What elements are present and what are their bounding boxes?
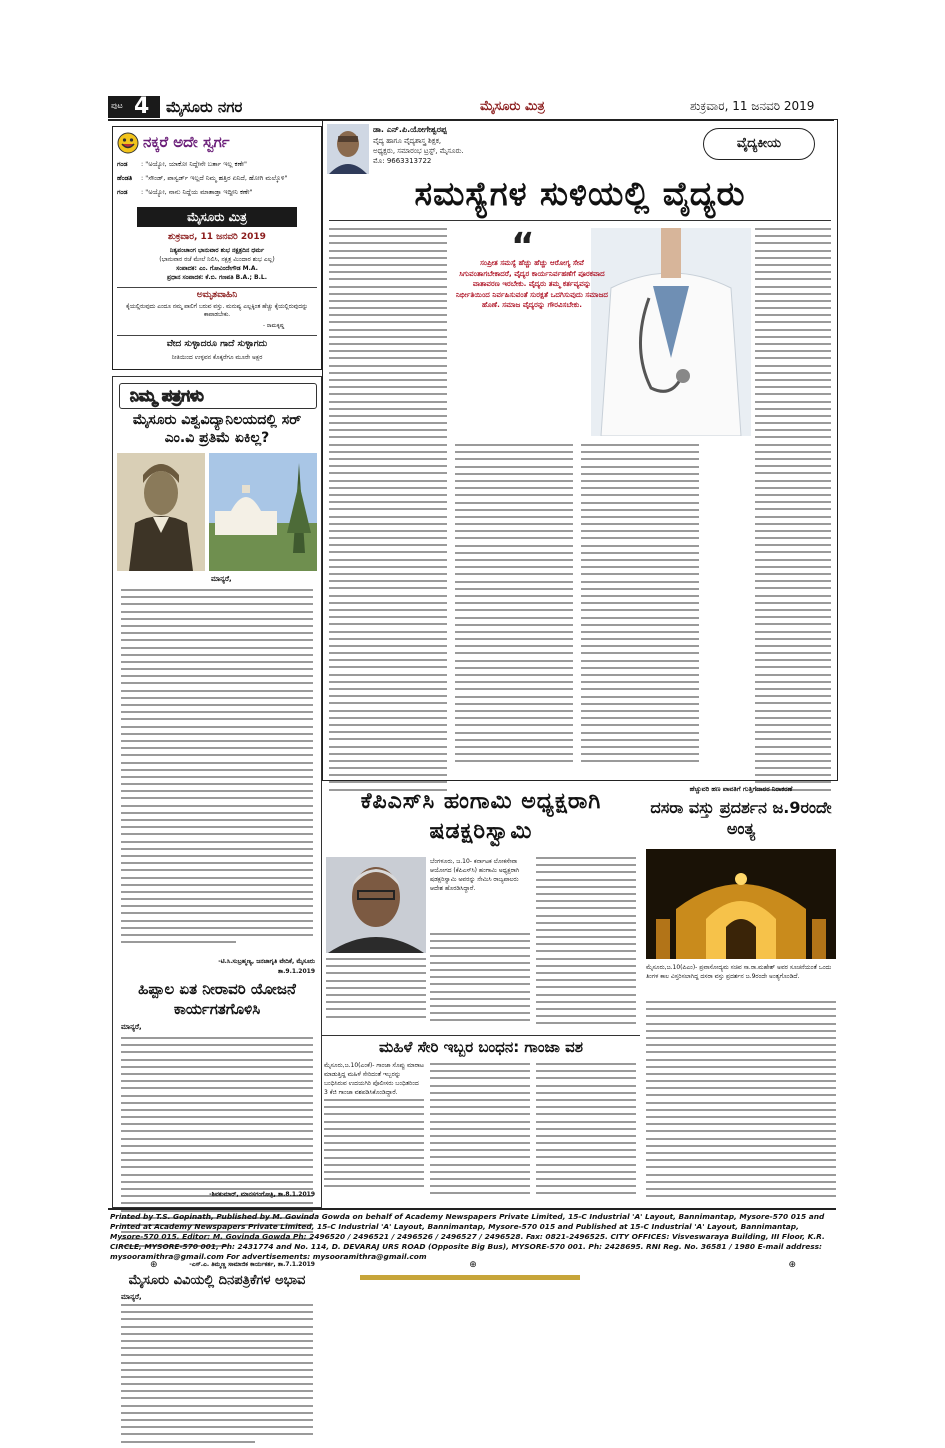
quote-mark-icon: “ bbox=[511, 226, 535, 267]
sidebar-info-lines bbox=[119, 246, 315, 282]
info-line: (ಭಾನುವಾರ ರಜೆ ಮೇಲೆ ನಿಲಿಸಿ, ನಕ್ಷತ್ರ ಮಿಂದಾರ ಶುಭ ಎಲ್ಲ) bbox=[159, 256, 275, 263]
letter1-date: ತಾ.9.1.2019 bbox=[277, 968, 315, 975]
letter1-body bbox=[121, 589, 313, 948]
page-label: ಪುಟ bbox=[111, 101, 123, 110]
letters-section-title: ನಿಮ್ಮ ಪತ್ರಗಳು bbox=[130, 386, 204, 405]
joke-tag: ಹೆಂಡತಿ bbox=[117, 174, 133, 182]
page-number-box bbox=[108, 96, 160, 118]
palace-photo bbox=[209, 453, 317, 571]
joke-text: : "ಅಯ್ಯೋ, ನಾನು ನಿದ್ದೆಯ ಮಾತಾಡ್ತಾ ಇದ್ದೀನಿ ಕಣೇ" bbox=[141, 188, 253, 196]
letter3-title: ಮೈಸೂರು ವಿವಿಯಲ್ಲಿ ದಿನಪತ್ರಿಕೆಗಳ ಅಭಾವ bbox=[128, 1273, 306, 1288]
author-phone: ಮೊ: 9663313722 bbox=[373, 157, 432, 165]
info-line: ಪ್ರಧಾನ ಸಂಪಾದಕ: ಕೆ.ಬಿ. ಗಣಪತಿ B.A.; B.L. bbox=[167, 274, 267, 281]
page-date: ಶುಕ್ರವಾರ, 11 ಜನವರಿ 2019 bbox=[690, 99, 815, 113]
ganja-body-col-3 bbox=[536, 1063, 636, 1200]
joke-text: : "ಅಯ್ಯೋ, ಯಾಕೋ ನಿದ್ದೇನೇ ಬರ್ತಾ ಇಲ್ಲ ಕಣೇ" bbox=[141, 160, 248, 168]
joke-tag: ಗಂಡ bbox=[117, 188, 128, 196]
ganja-body-col-2 bbox=[430, 1063, 530, 1200]
kpsc-portrait bbox=[326, 857, 426, 953]
sidebar-logo: ಮೈಸೂರು ಮಿತ್ರ bbox=[137, 207, 297, 227]
letters-banner bbox=[119, 383, 317, 409]
article-col-1-top bbox=[329, 228, 447, 796]
verse-text: ನೀತಿಯಿಂದ ಉಳ್ಳವನ ಕೊಕ್ಕರೆಗೂ ಮೂರೇ ಅಕ್ಷರ bbox=[171, 354, 263, 361]
info-line: ಸಂಪಾದಕ: ಎಂ. ಗೋವಿಂದೇಗೌಡ M.A. bbox=[176, 265, 258, 272]
dasara-article bbox=[646, 783, 836, 1203]
dasara-body bbox=[646, 1001, 836, 1202]
letters-section bbox=[112, 376, 322, 1301]
kpsc-dateline: ಬೆಂಗಳೂರು, ಜ.10- ಕರ್ನಾಟಕ ಲೋಕಸೇವಾ ಆಯೋಗದ (ಕೆಪಿಎಸ್‌ಸಿ) ಹಂಗಾಮಿ ಅಧ್ಯಕ್ಷರಾಗಿ ಷಡಕ್ಷರಿಸ್ವಾಮಿ ಅವರನ್ನು ನೇಮಿಸಿ ರಾಜ್ಯಪಾಲರು ಆದೇಶ ಹೊರಡಿಸಿದ್ದಾರೆ. bbox=[430, 858, 520, 892]
joke-tag: ಗಂಡ bbox=[117, 160, 128, 168]
letter3-salutation: ಮಾನ್ಯರೆ, bbox=[121, 1293, 142, 1301]
info-line: ನಿತ್ಯಪಂಚಾಂಗ ಭಾನುವಾರ ಶುಭ ನಕ್ಷತ್ರದಿನ ಧರ್ಮ bbox=[169, 247, 265, 254]
footer-rule bbox=[108, 1208, 836, 1210]
kpsc-body-col-0 bbox=[326, 958, 426, 1023]
dasara-dateline: ಮೈಸೂರು,ಜ.10(ಪಿಎಂ)- ಪ್ರವಾಸೋದ್ಯಮ ಸಚಿವ ಸಾ.ರಾ.ಮಹೇಶ್ ಅವರ ಸೂಚನೆಯಂತೆ ಒಂದು ತಿಂಗಳ ಕಾಲ ವಿಸ್ತರಿಸಲಾಗಿದ್ದ ದಸರಾ ವಸ್ತು ಪ್ರದರ್ಶನ ಜ.9ರಂದೇ ಅಂತ್ಯಗೊಂಡಿದೆ. bbox=[646, 964, 832, 980]
registration-mark-icon: ⊕ bbox=[150, 1260, 158, 1270]
joke-line bbox=[117, 173, 317, 183]
kpsc-article bbox=[322, 783, 640, 1033]
joke-line bbox=[117, 187, 317, 197]
pull-quote-box bbox=[451, 228, 751, 440]
verse-title: ವೇದ ಸುಳ್ಳಾದರೂ ಗಾದೆ ಸುಳ್ಳಾಗದು bbox=[166, 339, 268, 349]
registration-mark-icon: ⊕ bbox=[788, 1260, 796, 1270]
dasara-kicker: ಹೆಚ್ಚುವರಿ ಹಣ ಪಾವತಿಗೆ ಗುತ್ತಿಗೆದಾರರ ನಿರಾಕರಣೆ bbox=[689, 785, 793, 793]
smiley-icon bbox=[117, 132, 139, 154]
author-line-2: ವೈದ್ಯ ಹಾಗೂ ವೈದ್ಯಶಾಸ್ತ್ರ ಶಿಕ್ಷಕ, bbox=[373, 137, 442, 145]
doctor-photo bbox=[591, 228, 751, 436]
article-col-3 bbox=[581, 444, 699, 767]
kpsc-body-col-2 bbox=[536, 857, 636, 1030]
letter1-signature: -ಟಿ.ಸಿ.ಸುಬ್ರಹ್ಮಣ್ಯ, ಜನಜಾಗೃತಿ ವೇದಿಕೆ, ಮೈಸೂರು bbox=[218, 958, 315, 965]
letter3-body bbox=[121, 1304, 313, 1448]
headline-rule bbox=[329, 220, 831, 221]
quote-author: - ರಾಮಕೃಷ್ಣ bbox=[263, 323, 285, 329]
article-col-4 bbox=[755, 228, 831, 796]
letter2-title: ಹಿಪ್ಪಾಲ ಏತ ನೀರಾವರಿ ಯೋಜನೆ ಕಾರ್ಯಗತಗೊಳಿಸಿ bbox=[138, 980, 296, 1018]
dasara-headline: ದಸರಾ ವಸ್ತು ಪ್ರದರ್ಶನ ಜ.9ರಂದೇ ಅಂತ್ಯ bbox=[650, 798, 832, 838]
ganja-dateline: ಮೈಸೂರು,ಜ.10(ಎಂಕೆ)- ಗಾಂಜಾ ಸೊಪ್ಪು ಮಾರಾಟ ಮಾಡುತ್ತಿದ್ದ ಮಹಿಳೆ ಸೇರಿದಂತೆ ಇಬ್ಬರನ್ನು ಬಂಧಿಸಿರುವ ಉದಯಗಿರಿ ಪೊಲೀಸರು ಬಂಧಿತರಿಂದ 3 ಕೆಜಿ ಗಾಂಜಾ ವಶಪಡಿಸಿಕೊಂಡಿದ್ದಾರೆ. bbox=[324, 1062, 424, 1096]
joke-header bbox=[117, 130, 315, 156]
footer-ink-strip bbox=[360, 1275, 580, 1280]
letter2-signature: -ಎಸ್.ಎ. ತಿಮ್ಮಣ್ಣ ಸಾಮಾಜಿಕ ಕಾರ್ಯಕರ್ತ, ತಾ.7.1.2019 bbox=[189, 1261, 315, 1268]
category-badge: ವೈದ್ಯಕೀಯ bbox=[703, 128, 815, 160]
page-header bbox=[108, 96, 834, 118]
color-bar bbox=[150, 1260, 796, 1270]
author-photo bbox=[327, 124, 369, 174]
kpsc-body-col-1 bbox=[430, 933, 530, 1026]
joke-text: : "ಸೌಂಡ್, ಪಾಸ್ವರ್ಡ್ ಇಲ್ಲದೆ ನಿಮ್ಮ ಹತ್ತಿರ ಏನಿದೆ, ಹೋಗಿ ಮಲ್ಕೊಳಿ" bbox=[141, 174, 288, 182]
joke-title: ನಕ್ಕರೆ ಅದೇ ಸ್ವರ್ಗ bbox=[143, 133, 230, 151]
masthead: ಮೈಸೂರು ಮಿತ್ರ bbox=[480, 99, 545, 114]
article-col-2 bbox=[455, 444, 573, 767]
statue-photo bbox=[117, 453, 205, 571]
author-line-1: ಡಾ. ಎನ್.ಪಿ.ಯೋಗೇಶ್ವರಪ್ಪ bbox=[373, 125, 447, 134]
sidebar-box bbox=[112, 126, 322, 370]
letter1-title: ಮೈಸೂರು ವಿಶ್ವವಿದ್ಯಾನಿಲಯದಲ್ಲಿ ಸರ್ ಎಂ.ವಿ ಪ್ರತಿಮೆ ಏಕಿಲ್ಲ? bbox=[132, 412, 302, 446]
author-line-3: ಅಧ್ಯಕ್ಷರು, ಸಮಾರಂಭ ಟ್ರಸ್ಟ್, ಮೈಸೂರು. bbox=[373, 147, 464, 155]
quote-text: ಕೈಯಲ್ಲಿರುವುದು ಎಂದೂ ನಮ್ಮ ಪಾಲಿಗೆ ಬರುವ ವಸ್ತು. ಮನುಷ್ಯ ಎಲ್ಲಕ್ಕಿಂತ ಹೆಚ್ಚು ಕೈಯಲ್ಲಿರುವುದನ್ನು ಕಾಪಾಡಬೇಕು. bbox=[126, 304, 308, 318]
sidebar-date: ಶುಕ್ರವಾರ, 11 ಜನವರಿ 2019 bbox=[168, 232, 266, 242]
divider bbox=[117, 335, 317, 336]
divider bbox=[117, 287, 317, 288]
footer-imprint: Printed by T.S. Gopinath, Published by M. Govinda Gowda on behalf of Academy Newspapers Private Limited, 15-C Industrial 'A' Layout, Bannimantap, Mysore-570 015 and Printed at Academy Newspapers Private Limited, 15-C Industrial 'A' Layout, Bannimantap, Mysore-570 015 and Published at 15-C Industrial 'A' Layout, Bannimantap, Mysore-570 015. Editor: M. Govinda Gowda Ph: 2496520 / 2496521 / 2496526 / 2496527 / 2496528. Fax: 0821-2496525. CITY OFFICES: Visveswaraya Building, III Floor, K.R. CIRCLE, MYSORE-570 001, Ph: 2431774 and No. 114, D. DEVARAJ URS ROAD (Opposite Big Bus), MYSORE-570 001. Ph: 2428695. RNI Reg. No. 36581 / 1980 E-mail address: mysooramithra@gmail.com For advertisements: mysooramithra@gmail.com bbox=[110, 1212, 825, 1261]
kpsc-headline: ಕೆಪಿಎಸ್‌ಸಿ ಹಂಗಾಮಿ ಅಧ್ಯಕ್ಷರಾಗಿ ಷಡಕ್ಷರಿಸ್ವಾಮಿ bbox=[360, 789, 602, 844]
pull-quote: ಸಂಪ್ರೀತ ಸಮಸ್ಯೆ ಹೆಚ್ಚು ಹೆಚ್ಚು ಆರೋಗ್ಯ ಸೇವೆ ಸಿಗುವಂತಾಗಬೇಕಾದರೆ, ವೈದ್ಯರ ಕಾರ್ಯನಿರ್ವಹಣೆಗೆ ಪೂರಕವಾದ ವಾತಾವರಣ ಇರಬೇಕು. ವೈದ್ಯರು ತಮ್ಮ ಕರ್ತವ್ಯವನ್ನು ನಿರ್ಭೀತಿಯಿಂದ ನಿರ್ವಹಿಸುವಂತೆ ಸುರಕ್ಷತೆ ಒದಗಿಸುವುದು ಸಮಾಜದ ಹೊಣೆ. ಸಮಾಜ ವೈದ್ಯರನ್ನು ಗೌರವಿಸಬೇಕು. bbox=[455, 258, 609, 310]
letter2-salutation: ಮಾನ್ಯರೆ, bbox=[121, 1023, 142, 1031]
ganja-headline: ಮಹಿಳೆ ಸೇರಿ ಇಬ್ಬರ ಬಂಧನ: ಗಾಂಜಾ ವಶ bbox=[322, 1035, 640, 1058]
registration-mark-icon: ⊕ bbox=[469, 1260, 477, 1270]
joke-line bbox=[117, 159, 317, 169]
ganja-body-col-1 bbox=[324, 1099, 424, 1192]
letter3-signature: -ಶಿವಕುಮಾರ್, ಮಾನಸಗಂಗೋತ್ರಿ, ತಾ.8.1.2019 bbox=[209, 1191, 315, 1198]
main-headline: ಸಮಸ್ಯೆಗಳ ಸುಳಿಯಲ್ಲಿ ವೈದ್ಯರು bbox=[414, 174, 746, 213]
quote-title: ಅಮೃತವಾಹಿನಿ bbox=[196, 290, 238, 300]
letter1-salutation: ಮಾನ್ಯರೆ, bbox=[211, 575, 232, 583]
main-article bbox=[322, 119, 838, 781]
palace-night-photo bbox=[646, 849, 836, 959]
section-name: ಮೈಸೂರು ನಗರ bbox=[166, 98, 243, 116]
ganja-article bbox=[322, 1035, 640, 1205]
page-number: 4 bbox=[134, 94, 150, 119]
